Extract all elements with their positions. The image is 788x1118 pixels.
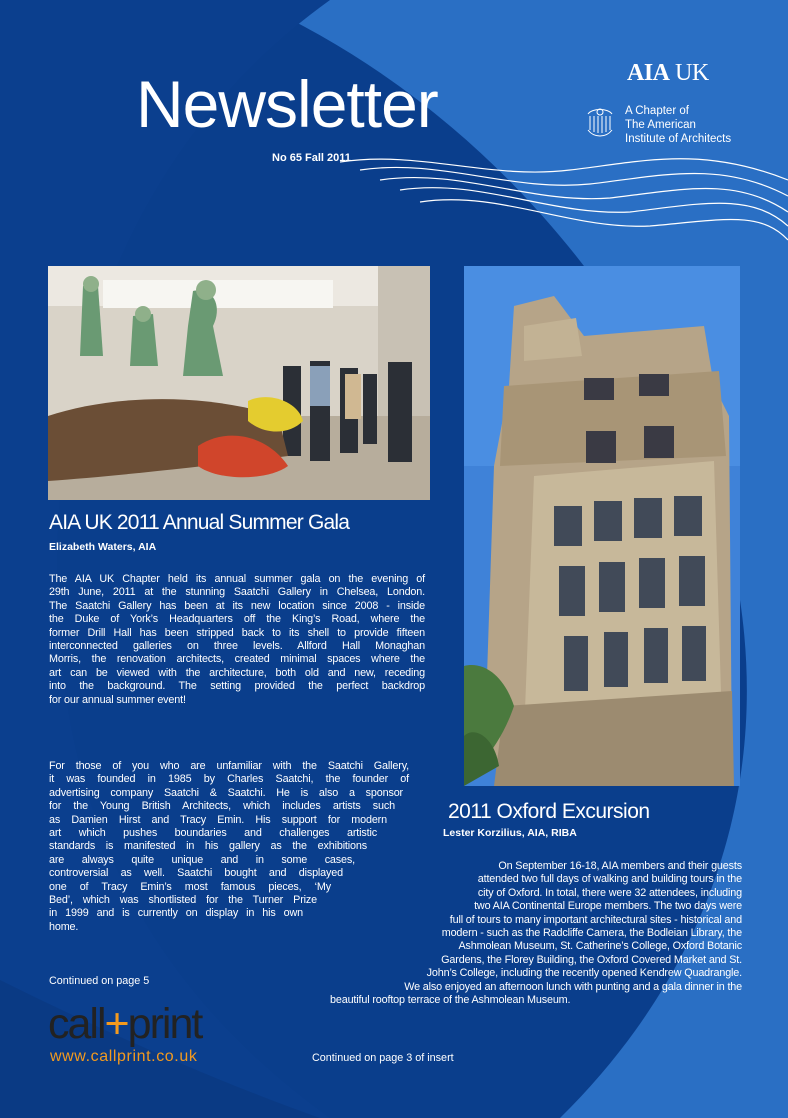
issue-label: No 65 Fall 2011 [272,152,351,164]
text-line: former Drill Hall has been stripped back to its shell to provide fifteen [49,626,425,639]
text-line: in 1999 and is currently on display in his own [49,907,303,920]
gala-headline: AIA UK 2011 Annual Summer Gala [49,511,350,534]
text-line: city of Oxford. In total, there were 32 attendees, including [477,886,742,899]
text-line: standards is manifested in his gallery as the exhibitions [49,840,367,853]
aia-eagle-seal-icon [584,106,616,140]
aia-logo-main: AIA [627,60,670,86]
callprint-brand-part2: print [127,1000,202,1048]
text-line: for our annual summer event! [49,693,186,706]
text-line: attended two full days of walking and building tours in the [477,873,742,886]
text-line: controversial as well. Saatchi bought and displayed [49,867,343,880]
callprint-brand-part1: call [48,1000,105,1048]
newsletter-title: Newsletter [136,67,438,141]
text-line: are always quite unique and in some cases, [49,853,355,866]
text-line: Ashmolean Museum, St. Catherine’s College, Oxford Botanic [458,940,742,953]
gala-continued-link[interactable]: Continued on page 5 [49,975,150,987]
gala-byline: Elizabeth Waters, AIA [49,541,157,553]
text-line: The AIA UK Chapter held its annual summer gala on the evening of [49,573,425,585]
text-line: We also enjoyed an afternoon lunch with punting and a gala dinner in the [404,980,742,993]
text-line: it was founded in 1985 by Charles Saatchi, the founder of [49,773,409,786]
text-line: the Duke of York’s Headquarters off the King’s Road, where the [49,613,425,626]
text-line: one of Tracy Emin’s most famous pieces, ‘My [49,880,331,893]
callprint-logo [48,1000,201,1049]
text-line: The Saatchi Gallery has been at its new location since 2008 - inside [49,599,425,612]
text-line: beautiful rooftop terrace of the Ashmolean Museum. [330,994,571,1007]
aia-uk-logo [627,60,709,87]
chapter-line: The American [625,119,696,131]
text-line: as Damien Hirst and Tracy Emin. His support for modern [49,813,387,826]
text-line: Morris, the renovation architects, created minimal spaces where the [49,653,425,666]
text-line: Bed’, which was shortlisted for the Turner Prize [49,894,317,907]
text-line: art can be viewed with the architecture, both old and new, receding [49,666,425,679]
text-line: advertising company Saatchi & Saatchi. He is also a sponsor [49,786,403,799]
oxford-paragraph [330,860,742,1007]
oxford-continued-link[interactable]: Continued on page 3 of insert [312,1052,454,1064]
wave-lines-decoration [340,140,788,250]
callprint-url-link[interactable]: www.callprint.co.uk [50,1048,198,1065]
aia-logo-region: UK [675,60,709,86]
text-line: full of tours to many important architectural sites - historical and [449,913,742,926]
gala-paragraph-1 [49,573,425,707]
text-line: 29th June, 2011 at the stunning Saatchi Gallery in Chelsea, London. [49,586,425,599]
text-line: for the Young British Architects, which includes artists such [49,800,395,813]
oxford-headline: 2011 Oxford Excursion [448,800,650,823]
text-line: art which pushes boundaries and challenges artistic [49,827,377,840]
chapter-line: A Chapter of [625,105,689,117]
text-line: For those of you who are unfamiliar with the Saatchi Gallery, [49,760,409,772]
text-line: Gardens, the Florey Building, the Oxford Covered Market and St. [441,953,742,966]
oxford-tower-photo [464,266,740,786]
text-line: modern - such as the Radcliffe Camera, the Bodleian Library, the [441,927,742,940]
text-line: John’s College, including the recently opened Kendrew Quadrangle. [426,967,742,980]
text-line: On September 16-18, AIA members and their guests [498,860,742,872]
text-line: interconnected galleries on three levels. Allford Hall Monaghan [49,640,425,653]
text-line: into the background. The setting provided the perfect backdrop [49,680,425,693]
saatchi-gallery-photo [48,266,430,500]
oxford-byline: Lester Korzilius, AIA, RIBA [443,827,577,839]
text-line: home. [49,920,79,933]
chapter-line: Institute of Architects [625,133,732,145]
chapter-description [625,104,731,146]
callprint-plus-icon: + [104,1000,128,1048]
text-line: two AIA Continental Europe members. The two days were [474,900,742,913]
